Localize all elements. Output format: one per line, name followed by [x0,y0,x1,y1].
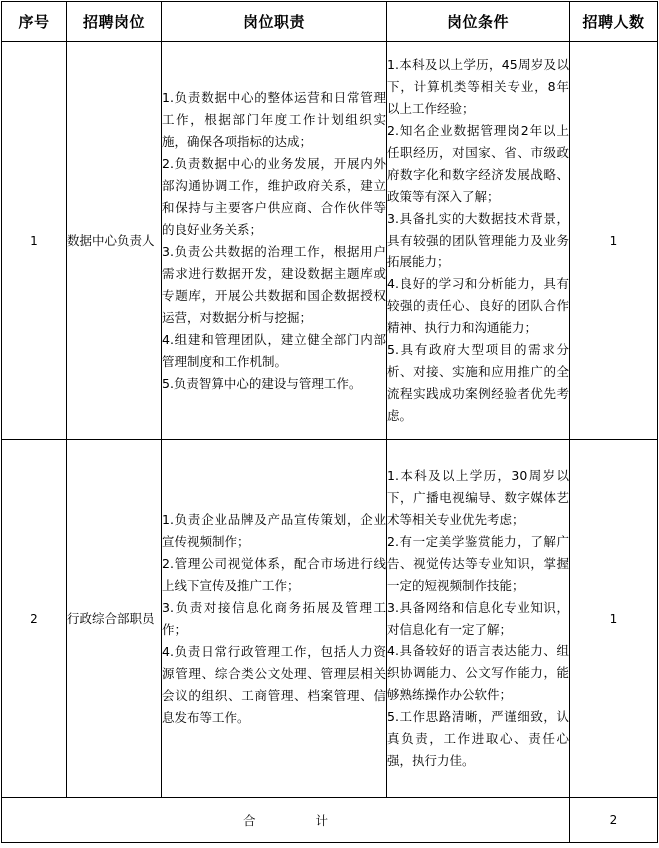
requirement-item: 1.本科及以上学历，45周岁及以下，计算机类等相关专业，8年以上工作经验； [387,57,569,117]
table-row [2,42,658,440]
requirement-item: 5.具有政府大型项目的需求分析、对接、实施和应用推广的全流程实践成功案例经验者优先考虑。 [387,342,569,423]
header-position: 招聘岗位 [67,2,162,42]
duty-item: 5.负责智算中心的建设与管理工作。 [162,375,362,391]
total-label: 合计 [242,813,388,828]
duty-item: 2.负责数据中心的业务发展，开展内外部沟通协调工作，维护政府关系，建立和保持与主要客户供应商、合作伙伴等的良好业务关系； [162,155,386,237]
header-seq: 序号 [2,2,67,42]
row-count: 1 [570,440,658,798]
total-count: 2 [570,798,658,843]
table-row [2,440,658,798]
row-position: 行政综合部职员 [67,440,162,798]
duty-item: 4.组建和管理团队，建立健全部门内部管理制度和工作机制。 [162,331,386,369]
duty-item: 4.负责日常行政管理工作，包括人力资源管理、综合类公文处理、管理层相关会议的组织、工商管理、档案管理、信息发布等工作。 [162,643,386,725]
row-position: 数据中心负责人 [67,42,162,440]
duty-item: 1.负责数据中心的整体运营和日常管理工作，根据部门年度工作计划组织实施，确保各项指标的达成； [162,89,386,149]
header-duties: 岗位职责 [162,2,387,42]
row-requirements [387,42,570,440]
row-requirements [387,440,570,798]
recruitment-table [1,1,658,843]
requirement-item: 3.具备扎实的大数据技术背景，具有较强的团队管理能力及业务拓展能力； [387,210,569,270]
requirement-item: 3.具备网络和信息化专业知识，对信息化有一定了解； [387,599,569,637]
requirement-item: 2.知名企业数据管理岗2年以上任职经历，对国家、省、市级政府数字化和数字经济发展战略、政策等有深入了解； [387,123,569,204]
duty-item: 2.管理公司视觉体系，配合市场进行线上线下宣传及推广工作； [162,555,386,593]
total-row [2,798,658,843]
requirement-item: 1.本科及以上学历，30周岁以下，广播电视编导、数字媒体艺术等相关专业优先考虑； [387,468,569,527]
header-requirements: 岗位条件 [387,2,570,42]
total-cell [2,798,570,843]
row-duties [162,440,387,798]
row-count: 1 [570,42,658,440]
header-row [2,2,658,42]
duty-item: 1.负责企业品牌及产品宣传策划，企业宣传视频制作； [162,511,386,549]
header-count: 招聘人数 [570,2,658,42]
row-seq: 2 [2,440,67,798]
requirement-item: 5.工作思路清晰，严谨细致，认真负责，工作进取心、责任心强，执行力佳。 [387,709,569,768]
requirement-item: 4.具备较好的语言表达能力、组织协调能力、公文写作能力，能够熟练操作办公软件； [387,643,569,703]
row-duties [162,42,387,440]
duty-item: 3.负责对接信息化商务拓展及管理工作； [162,599,386,637]
requirement-item: 2.有一定美学鉴赏能力，了解广告、视觉传达等专业知识，掌握一定的短视频制作技能； [387,533,569,593]
requirement-item: 4.良好的学习和分析能力，具有较强的责任心、良好的团队合作精神、执行力和沟通能力； [387,276,569,336]
row-seq: 1 [2,42,67,440]
duty-item: 3.负责公共数据的治理工作，根据用户需求进行数据开发，建设数据主题库或专题库，开展公共数据和国企数据授权运营，对数据分析与挖掘； [162,243,386,325]
